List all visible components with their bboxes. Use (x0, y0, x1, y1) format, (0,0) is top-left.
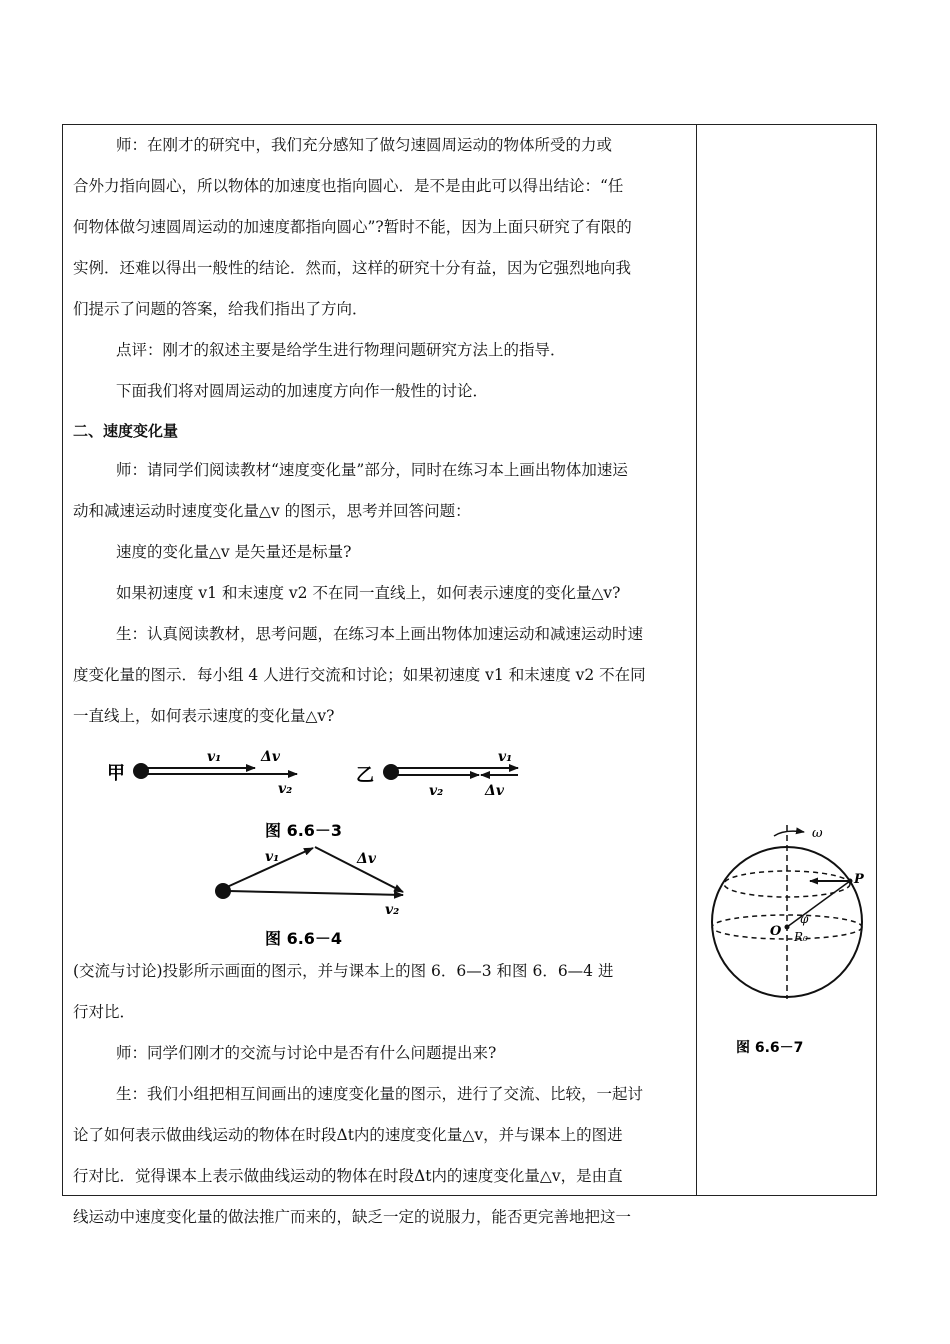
velocity-change-figure (73, 737, 688, 951)
question-line: 速度的变化量△v 是矢量还是标量? (116, 543, 352, 561)
label-dv-yi: Δv (485, 783, 504, 799)
label-o: O (770, 924, 782, 939)
text-line: 线运动中速度变化量的做法推广而来的，缺乏一定的说服力，能否更完善地把这一 (73, 1208, 632, 1226)
label-v1-yi: v₁ (498, 749, 513, 765)
section-heading: 二、速度变化量 (73, 422, 179, 440)
label-p: P (854, 872, 864, 887)
arrow-v2-triangle (229, 891, 403, 895)
label-omega: ω (812, 826, 823, 841)
label-v2-jia: v₂ (278, 781, 293, 797)
text-line: 师：请同学们阅读教材“速度变化量”部分，同时在练习本上画出物体加速运 (116, 461, 628, 479)
label-v1-triangle: v₁ (265, 849, 280, 865)
lesson-table (62, 124, 877, 1226)
question-line: 如果初速度 v1 和末速度 v2 不在同一直线上，如何表示速度的变化量△v? (116, 584, 621, 602)
text-line: 何物体做匀速圆周运动的加速度都指向圆心”?暂时不能，因为上面只研究了有限的 (73, 218, 632, 236)
text-line: 行对比． (73, 1003, 136, 1021)
radius-to-p (787, 881, 850, 927)
text-line: 一直线上，如何表示速度的变化量△v? (73, 707, 335, 725)
label-yi: 乙 (356, 765, 374, 786)
text-line: 论了如何表示做曲线运动的物体在时段Δt内的速度变化量△v，并与课本上的图进 (73, 1126, 623, 1144)
label-dv-jia: Δv (261, 749, 280, 765)
main-column (73, 125, 688, 1238)
label-phi: φ (800, 912, 809, 926)
label-v1-jia: v₁ (207, 749, 222, 765)
latitude-circle (724, 871, 850, 897)
text-line: 师：同学们刚才的交流与讨论中是否有什么问题提出来? (116, 1044, 497, 1062)
caption-fig-4: 图 6.6－4 (265, 929, 343, 948)
text-line: 师：在刚才的研究中，我们充分感知了做匀速圆周运动的物体所受的力或 (116, 136, 613, 154)
body-dot-jia (133, 763, 149, 779)
text-line: 实例．还难以得出一般性的结论．然而，这样的研究十分有益，因为它强烈地向我 (73, 259, 632, 277)
body-dot-yi (383, 764, 399, 780)
label-dv-triangle: Δv (357, 851, 376, 867)
label-r0: R₀ (794, 930, 808, 944)
rotation-arrow-icon (774, 831, 804, 836)
column-divider (696, 125, 697, 1195)
velocity-diagram (73, 737, 688, 951)
point-p (848, 879, 853, 884)
center-o (785, 925, 790, 930)
text-line: 动和减速运动时速度变化量△v 的图示，思考并回答问题： (73, 502, 471, 520)
text-line: 们提示了问题的答案，给我们指出了方向． (73, 300, 368, 318)
comment-line: 点评：刚才的叙述主要是给学生进行物理问题研究方法上的指导． (116, 341, 566, 359)
caption-fig-3: 图 6.6－3 (265, 821, 343, 840)
caption-fig-7: 图 6.6－7 (736, 1040, 804, 1056)
label-jia: 甲 (107, 763, 125, 784)
side-column-figure (704, 819, 874, 1059)
text-line: 生：认真阅读教材，思考问题，在练习本上画出物体加速运动和减速运动时速 (116, 625, 644, 643)
rotating-sphere-diagram (704, 819, 874, 1059)
text-line: 生：我们小组把相互间画出的速度变化量的图示，进行了交流、比较，一起讨 (116, 1085, 644, 1103)
text-line: 度变化量的图示．每小组 4 人进行交流和讨论；如果初速度 v1 和末速度 v2 不在同 (73, 666, 646, 684)
label-v2-yi: v₂ (429, 783, 444, 799)
text-line: 下面我们将对圆周运动的加速度方向作一般性的讨论． (116, 382, 489, 400)
text-line: 行对比．觉得课本上表示做曲线运动的物体在时段Δt内的速度变化量△v，是由直 (73, 1167, 623, 1185)
label-v2-triangle: v₂ (385, 902, 400, 918)
text-line: (交流与讨论)投影所示画面的图示，并与课本上的图 6．6—3 和图 6．6—4 进 (73, 962, 614, 980)
text-line: 合外力指向圆心，所以物体的加速度也指向圆心．是不是由此可以得出结论：“任 (73, 177, 624, 195)
